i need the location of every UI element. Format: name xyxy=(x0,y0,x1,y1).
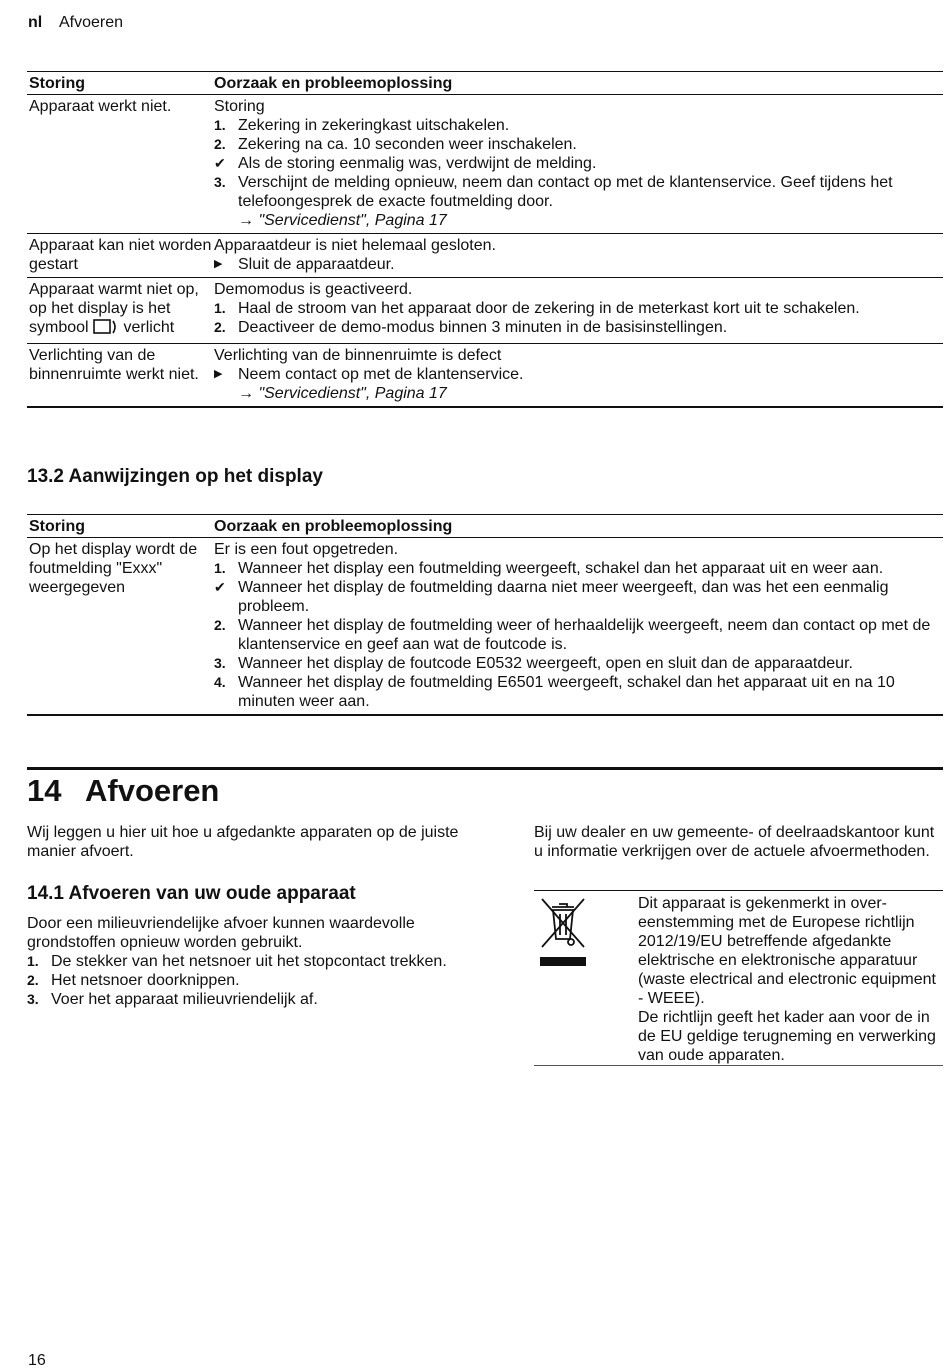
step-text: Verschijnt de melding opnieuw, neem dan contact op met de klantenservice. Geef tijdens het telefoongesprek de exacte foutmelding door. xyxy=(238,174,893,210)
weee-paragraph: De richtlijn geeft het kader aan voor de in de EU geldige terugneming en verwerking van oude apparaten. xyxy=(638,1009,936,1064)
step-text: Wanneer het display een foutmelding weergeeft, schakel dan het apparaat uit en weer aan. xyxy=(238,560,884,577)
step-number: 3. xyxy=(214,655,226,671)
problem-cell: Apparaat werkt niet. xyxy=(27,95,214,234)
cross-reference[interactable] xyxy=(214,384,943,403)
step-text: Wanneer het display de foutmelding daarna niet meer weergeeft, dan was het een eenmalig probleem. xyxy=(238,579,889,615)
disposal-info-text: Bij uw dealer en uw gemeente- of deelraadskantoor kunt u informatie verkrijgen over de actuele afvoermethoden. xyxy=(534,824,935,860)
cross-reference-text: "Servicedienst", Pagina 17 xyxy=(258,385,447,402)
step-text: Wanneer het display de foutcode E0532 weergeeft, open en sluit dan de apparaatdeur. xyxy=(238,655,853,672)
cause-text: Verlichting van de binnenruimte is defect xyxy=(214,347,502,364)
step xyxy=(214,616,943,654)
arrow-right-icon: → xyxy=(238,212,259,229)
table-header-row xyxy=(27,72,943,95)
column-header-problem: Storing xyxy=(27,515,214,538)
step-text: Wanneer het display de foutmelding E6501 weergeeft, schakel dan het apparaat uit en na 10 minuten weer aan. xyxy=(238,674,895,710)
step xyxy=(27,952,467,971)
step-text: Als de storing eenmalig was, verdwijnt de melding. xyxy=(238,155,597,172)
step-number: 3. xyxy=(27,991,39,1007)
problem-cell: Apparaat kan niet worden gestart xyxy=(27,234,214,278)
column-header-cause: Oorzaak en probleemoplossing xyxy=(214,72,943,95)
step-number: 2. xyxy=(214,136,226,152)
chapter-title xyxy=(27,772,219,810)
problem-cell xyxy=(27,278,214,344)
demo-mode-symbol-icon xyxy=(93,319,119,340)
language-code: nl xyxy=(28,14,43,31)
chapter-intro: Wij leggen u hier uit hoe u afgedankte apparaten op de juiste manier afvoert. xyxy=(27,824,459,860)
step xyxy=(214,673,943,711)
check-icon: ✔ xyxy=(214,155,226,171)
weee-text xyxy=(638,894,938,1065)
step-text: De stekker van het netsnoer uit het stopcontact trekken. xyxy=(51,953,447,970)
step xyxy=(27,971,467,990)
cross-reference-text: "Servicedienst", Pagina 17 xyxy=(258,212,447,229)
problem-text: verlicht xyxy=(123,319,175,336)
step-text: Wanneer het display de foutmelding weer of herhaaldelijk weergeeft, neem dan contact op met de klantenservice en geef aan wat de foutcode is. xyxy=(238,617,931,653)
step xyxy=(214,116,943,135)
step-text: Sluit de apparaatdeur. xyxy=(238,256,395,273)
solution-cell xyxy=(214,95,943,234)
column-header-cause: Oorzaak en probleemoplossing xyxy=(214,515,943,538)
step xyxy=(214,318,943,337)
table-row xyxy=(27,234,943,278)
chapter-number: 14 xyxy=(27,773,62,808)
column-header-problem: Storing xyxy=(27,72,214,95)
table-header-row xyxy=(27,515,943,538)
solution-cell xyxy=(214,234,943,278)
step-number: 4. xyxy=(214,674,226,690)
display-messages-table xyxy=(27,514,943,716)
arrow-right-icon: → xyxy=(238,385,259,402)
table-row xyxy=(27,95,943,234)
step xyxy=(214,365,943,384)
triangle-bullet-icon: ▶ xyxy=(214,368,223,380)
section-title: 13.2 Aanwijzingen op het display xyxy=(27,466,323,487)
step xyxy=(214,578,943,616)
solution-cell xyxy=(214,538,943,716)
check-icon: ✔ xyxy=(214,579,226,595)
running-header-section: Afvoeren xyxy=(59,14,124,31)
table-row xyxy=(27,538,943,716)
step xyxy=(27,990,467,1009)
step-text: Neem contact op met de klantenservice. xyxy=(238,366,524,383)
step-text: Zekering na ca. 10 seconden weer inschakelen. xyxy=(238,136,577,153)
step xyxy=(214,299,943,318)
cause-text: Demomodus is geactiveerd. xyxy=(214,281,413,298)
problem-cell: Op het display wordt de foutmelding "Exxx" weergegeven xyxy=(27,538,214,716)
chapter-title-text: Afvoeren xyxy=(85,773,220,808)
page-number: 16 xyxy=(28,1352,46,1369)
problem-cell: Verlichting van de binnenruimte werkt niet. xyxy=(27,344,214,408)
step-number: 1. xyxy=(214,300,226,316)
cause-text: Storing xyxy=(214,98,265,115)
step-number: 1. xyxy=(214,117,226,133)
step-text: Haal de stroom van het apparaat door de zekering in de meterkast kort uit te schakelen. xyxy=(238,300,860,317)
step-number: 2. xyxy=(214,617,226,633)
step-text: Zekering in zekeringkast uitschakelen. xyxy=(238,117,510,134)
problem-text: Apparaat warmt niet op, op het display is het symbool xyxy=(29,281,199,336)
step-number: 1. xyxy=(27,953,39,969)
chapter-rule xyxy=(27,767,943,770)
step xyxy=(214,154,943,173)
step-number: 2. xyxy=(27,972,39,988)
step xyxy=(214,173,943,211)
weee-paragraph: Dit apparaat is gekenmerkt in overeenstemming met de Europese richtlijn 2012/19/EU betreffende afgedankte elektrische en elektronische apparatuur (waste electrical and electronic equipment - WEEE). xyxy=(638,895,936,1007)
solution-cell xyxy=(214,278,943,344)
step-number: 2. xyxy=(214,319,226,335)
troubleshooting-table xyxy=(27,71,943,408)
step-text: Het netsnoer doorknippen. xyxy=(51,972,240,989)
crossed-out-wheelie-bin-icon xyxy=(538,895,588,972)
step-number: 3. xyxy=(214,174,226,190)
subsection-title: 14.1 Afvoeren van uw oude apparaat xyxy=(27,883,356,904)
triangle-bullet-icon: ▶ xyxy=(214,258,223,270)
step xyxy=(214,654,943,673)
step xyxy=(214,135,943,154)
step xyxy=(214,255,943,274)
solution-cell xyxy=(214,344,943,408)
step xyxy=(214,559,943,578)
subsection-text: Door een milieuvriendelijke afvoer kunnen waardevolle grondstoffen opnieuw worden gebruikt. xyxy=(27,915,415,951)
step-text: Voer het apparaat milieuvriendelijk af. xyxy=(51,991,318,1008)
cross-reference[interactable] xyxy=(214,211,943,230)
step-number: 1. xyxy=(214,560,226,576)
subsection-body xyxy=(27,914,467,1009)
step-text: Deactiveer de demo-modus binnen 3 minuten in de basisinstellingen. xyxy=(238,319,728,336)
cause-text: Er is een fout opgetreden. xyxy=(214,541,399,558)
table-row xyxy=(27,278,943,344)
table-row xyxy=(27,344,943,408)
weee-notice xyxy=(534,890,943,1066)
cause-text: Apparaatdeur is niet helemaal gesloten. xyxy=(214,237,496,254)
